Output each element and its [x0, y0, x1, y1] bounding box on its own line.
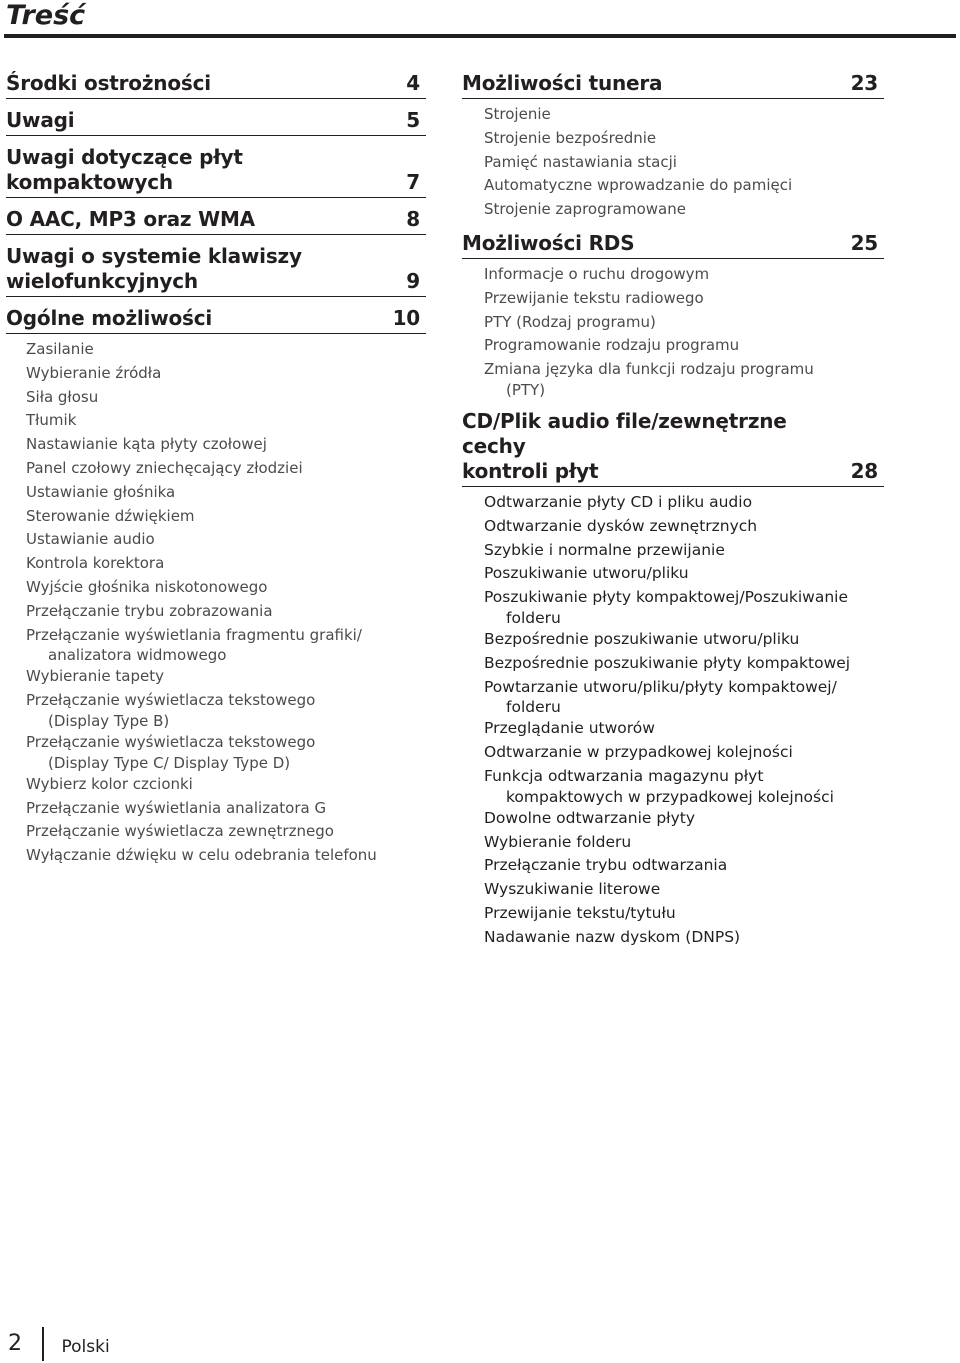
toc-page-number: 9: [406, 269, 420, 293]
toc-entry[interactable]: [462, 151, 884, 175]
toc-entry[interactable]: [462, 174, 884, 198]
toc-section-title: Środki ostrożności: [6, 71, 211, 95]
toc-entry-text: Szybkie i normalne przewijanie: [484, 540, 725, 559]
toc-entry[interactable]: [462, 586, 884, 628]
toc-entry-text: Ustawianie audio: [26, 530, 155, 549]
toc-section: [6, 303, 426, 868]
toc-entry-text: Odtwarzanie płyty CD i pliku audio: [484, 492, 753, 511]
toc-section: [6, 241, 426, 297]
toc-entry-continuation: (Display Type B): [48, 711, 170, 730]
toc-entry[interactable]: [6, 457, 426, 481]
toc-right-column: [462, 68, 884, 956]
toc-entry[interactable]: [462, 358, 884, 400]
toc-entry-list: [462, 99, 884, 222]
toc-entry-text: Zmiana języka dla funkcji rodzaju programu: [484, 360, 814, 379]
toc-entry-text: Sterowanie dźwiękiem: [26, 506, 195, 525]
toc-entry-text: Wybierz kolor czcionki: [26, 774, 193, 793]
toc-entry-list: [462, 259, 884, 400]
toc-section-title: Możliwości tunera: [462, 71, 663, 95]
toc-entry[interactable]: [6, 820, 426, 844]
toc-entry[interactable]: [462, 741, 884, 765]
toc-entry-text: Przewijanie tekstu radiowego: [484, 288, 704, 307]
toc-page-number: 10: [392, 306, 420, 330]
toc-left-column: [6, 68, 426, 874]
toc-entry-text: Przełączanie wyświetlacza tekstowego: [26, 691, 316, 710]
toc-entry[interactable]: [462, 717, 884, 741]
toc-entry[interactable]: [462, 854, 884, 878]
toc-entry-text: Przełączanie wyświetlacza tekstowego: [26, 732, 316, 751]
toc-entry-text: Funkcja odtwarzania magazynu płyt: [484, 766, 764, 785]
toc-entry-text: Strojenie zaprogramowane: [484, 200, 686, 219]
toc-entry[interactable]: [6, 433, 426, 457]
toc-entry[interactable]: [462, 807, 884, 831]
toc-entry-text: Przełączanie trybu odtwarzania: [484, 856, 728, 875]
toc-entry-list: [6, 334, 426, 868]
toc-entry[interactable]: [462, 311, 884, 335]
toc-section-title: Możliwości RDS: [462, 230, 635, 255]
toc-entry[interactable]: [462, 562, 884, 586]
toc-section: [462, 406, 884, 950]
toc-entry-text: Strojenie: [484, 105, 551, 123]
footer-language: Polski: [61, 1337, 110, 1357]
toc-entry-text: Przełączanie trybu zobrazowania: [26, 601, 273, 620]
toc-entry-text: Zasilanie: [26, 340, 94, 358]
toc-page-number: 23: [850, 71, 878, 95]
toc-entry-text: Bezpośrednie poszukiwanie utworu/pliku: [484, 629, 800, 648]
toc-page-number: 28: [850, 458, 878, 483]
toc-entry-text: Kontrola korektora: [26, 554, 165, 573]
toc-entry[interactable]: [6, 409, 426, 433]
toc-page-number: 25: [850, 230, 878, 255]
toc-entry-text: Poszukiwanie utworu/pliku: [484, 564, 689, 583]
toc-entry[interactable]: [6, 576, 426, 600]
toc-entry[interactable]: [462, 878, 884, 902]
toc-page-number: 8: [406, 207, 420, 231]
toc-entry-text: Programowanie rodzaju programu: [484, 336, 740, 355]
toc-entry[interactable]: [462, 926, 884, 950]
toc-entry[interactable]: [6, 665, 426, 689]
toc-entry-text: Nadawanie nazw dyskom (DNPS): [484, 927, 741, 946]
toc-entry-text: Odtwarzanie w przypadkowej kolejności: [484, 743, 793, 762]
toc-section-title: Uwagi o systemie klawiszy wielofunkcyjnych: [6, 244, 302, 293]
toc-page-number: 5: [406, 108, 420, 132]
toc-entry[interactable]: [462, 491, 884, 515]
toc-entry[interactable]: [462, 334, 884, 358]
toc-entry-text: Odtwarzanie dysków zewnętrznych: [484, 516, 758, 535]
toc-entry-text: Wybieranie źródła: [26, 363, 162, 382]
toc-entry[interactable]: [6, 362, 426, 386]
toc-entry-text: Siła głosu: [26, 387, 99, 406]
toc-entry-text: Wybieranie folderu: [484, 832, 632, 851]
toc-entry[interactable]: [462, 103, 884, 127]
toc-section-heading[interactable]: [6, 105, 426, 136]
toc-entry[interactable]: [462, 263, 884, 287]
toc-entry-continuation: folderu: [506, 698, 561, 717]
toc-section-title: Ogólne możliwości: [6, 306, 213, 330]
toc-section-title: CD/Plik audio file/zewnętrzne cechy kontroli płyt: [462, 408, 787, 483]
toc-page-number: 7: [406, 170, 420, 194]
toc-section: [6, 105, 426, 136]
toc-section-heading[interactable]: [6, 204, 426, 235]
toc-entry-text: Przewijanie tekstu/tytułu: [484, 903, 676, 922]
toc-entry[interactable]: [6, 773, 426, 797]
toc-section-title: Uwagi dotyczące płyt kompaktowych: [6, 145, 243, 194]
toc-entry[interactable]: [462, 539, 884, 563]
toc-entry-text: Pamięć nastawiania stacji: [484, 152, 677, 171]
toc-section-heading[interactable]: [6, 142, 426, 198]
toc-entry[interactable]: [462, 628, 884, 652]
toc-entry-text: Nastawianie kąta płyty czołowej: [26, 435, 267, 454]
toc-entry[interactable]: [462, 765, 884, 807]
toc-page-number: 4: [406, 71, 420, 95]
toc-entry[interactable]: [6, 386, 426, 410]
toc-entry[interactable]: [6, 481, 426, 505]
toc-entry-text: Strojenie bezpośrednie: [484, 128, 657, 147]
toc-section: [462, 68, 884, 222]
toc-entry-text: Bezpośrednie poszukiwanie płyty kompaktowej: [484, 653, 851, 672]
toc-entry-text: Przeglądanie utworów: [484, 719, 655, 738]
toc-entry[interactable]: [462, 515, 884, 539]
toc-entry[interactable]: [462, 198, 884, 222]
toc-section-heading[interactable]: [462, 228, 884, 259]
toc-entry[interactable]: [6, 505, 426, 529]
toc-entry[interactable]: [462, 127, 884, 151]
toc-section-heading[interactable]: [462, 68, 884, 99]
toc-entry-text: Tłumik: [26, 411, 77, 430]
toc-entry[interactable]: [462, 652, 884, 676]
toc-entry-continuation: analizatora widmowego: [48, 646, 227, 665]
toc-entry-text: Powtarzanie utworu/pliku/płyty kompaktowej/: [484, 677, 837, 696]
toc-section: [6, 142, 426, 198]
toc-section-heading[interactable]: [6, 241, 426, 297]
toc-entry[interactable]: [6, 552, 426, 576]
toc-entry[interactable]: [6, 797, 426, 821]
toc-entry[interactable]: [462, 287, 884, 311]
toc-entry[interactable]: [6, 689, 426, 731]
toc-entry[interactable]: [6, 600, 426, 624]
toc-entry-text: PTY (Rodzaj programu): [484, 312, 656, 331]
toc-entry-text: Wyjście głośnika niskotonowego: [26, 577, 268, 596]
toc-entry-text: Przełączanie wyświetlania analizatora G: [26, 798, 327, 817]
toc-entry-text: Panel czołowy zniechęcający złodziei: [26, 458, 303, 477]
toc-section-heading[interactable]: [6, 303, 426, 334]
toc-section-title: O AAC, MP3 oraz WMA: [6, 207, 255, 231]
toc-section: [6, 68, 426, 99]
toc-entry-text: Przełączanie wyświetlania fragmentu grafiki/: [26, 625, 362, 644]
toc-entry-continuation: (PTY): [506, 380, 546, 399]
toc-entry-continuation: (Display Type C/ Display Type D): [48, 753, 291, 772]
toc-section-heading[interactable]: [462, 406, 884, 487]
toc-entry-text: Ustawianie głośnika: [26, 482, 176, 501]
toc-entry[interactable]: [462, 831, 884, 855]
toc-entry-text: Informacje o ruchu drogowym: [484, 264, 710, 283]
toc-entry[interactable]: [462, 902, 884, 926]
toc-entry[interactable]: [6, 731, 426, 773]
page-footer: [8, 1326, 110, 1362]
toc-entry[interactable]: [6, 844, 426, 868]
toc-entry-continuation: kompaktowych w przypadkowej kolejności: [506, 787, 834, 806]
toc-entry-text: Wyłączanie dźwięku w celu odebrania telefonu: [26, 846, 377, 865]
toc-section: [462, 228, 884, 400]
footer-divider: [42, 1327, 44, 1361]
toc-section-heading[interactable]: [6, 68, 426, 99]
toc-entry-text: Wybieranie tapety: [26, 667, 164, 686]
toc-entry[interactable]: [462, 676, 884, 718]
footer-page-number: 2: [8, 1331, 22, 1356]
toc-entry-continuation: folderu: [506, 608, 561, 627]
toc-entry[interactable]: [6, 624, 426, 666]
toc-section: [6, 204, 426, 235]
toc-entry[interactable]: [6, 338, 426, 362]
toc-entry-text: Wyszukiwanie literowe: [484, 880, 661, 899]
toc-entry[interactable]: [6, 528, 426, 552]
toc-entry-text: Przełączanie wyświetlacza zewnętrznego: [26, 822, 334, 841]
page-title: Treść: [6, 0, 86, 31]
toc-entry-text: Dowolne odtwarzanie płyty: [484, 808, 696, 827]
title-rule: [4, 34, 956, 38]
toc-section-title: Uwagi: [6, 108, 75, 132]
toc-entry-text: Automatyczne wprowadzanie do pamięci: [484, 176, 793, 195]
toc-entry-list: [462, 487, 884, 950]
toc-entry-text: Poszukiwanie płyty kompaktowej/Poszukiwanie: [484, 588, 849, 607]
